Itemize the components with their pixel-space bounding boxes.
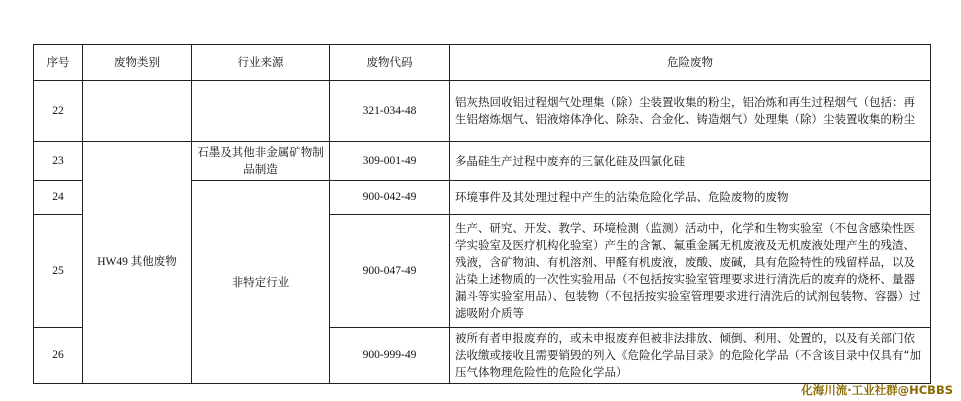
header-code: 废物代码 — [330, 45, 450, 81]
header-category: 废物类别 — [83, 45, 192, 81]
row-hazard: 生产、研究、开发、教学、环境检测（监测）活动中，化学和生物实验室（不包含感染性医学实验室及医疗机构化验室）产生的含氰、氟重金属无机废液及无机废液处理产生的残渣、残液，含矿物油、有机溶剂、甲醛有机废液，废酸、废碱，具有危险特性的残留样品，以及沾染上述物质的一次性实验用品（不包括按实验室管理要求进行清洗后的废弃的烧杯、量器漏斗等实验室用品）、包装物（不包括按实验室管理要求进行清洗后的试剂包装物、容器）过滤吸附介质等 — [450, 215, 931, 328]
row-code: 900-047-49 — [330, 215, 450, 328]
table-row — [34, 81, 931, 142]
row-code: 900-999-49 — [330, 328, 450, 384]
row-seq: 22 — [34, 81, 83, 142]
watermark-text: 化海川流·工业社群@HCBBS — [801, 383, 953, 397]
table-header-row — [34, 45, 931, 81]
category-hw49-cell: HW49 其他废物 — [83, 142, 192, 384]
row-hazard: 铝灰热回收铝过程烟气处理集（除）尘装置收集的粉尘，铝冶炼和再生过程烟气（包括：再生铝熔炼烟气、铝液熔体净化、除杂、合金化、铸造烟气）处理集（除）尘装置收集的粉尘 — [450, 81, 931, 142]
row-code: 900-042-49 — [330, 181, 450, 215]
row-seq: 23 — [34, 142, 83, 181]
row-code: 321-034-48 — [330, 81, 450, 142]
row-hazard: 多晶硅生产过程中废弃的三氯化硅及四氯化硅 — [450, 142, 931, 181]
row-industry-empty — [192, 81, 330, 142]
row-hazard: 被所有者申报废弃的，或未申报废弃但被非法排放、倾倒、利用、处置的，以及有关部门依法收缴或接收且需要销毁的列入《危险化学品目录》的危险化学品（不含该目录中仅具有“加压气体物理危险性的危险化学品） — [450, 328, 931, 384]
table-row — [34, 142, 931, 181]
row-industry: 石墨及其他非金属矿物制品制造 — [192, 142, 330, 181]
row-seq: 25 — [34, 215, 83, 328]
industry-nonspecific-cell: 非特定行业 — [192, 181, 330, 384]
row-code: 309-001-49 — [330, 142, 450, 181]
hazardous-waste-table — [33, 44, 931, 384]
header-hazard: 危险废物 — [450, 45, 931, 81]
header-industry: 行业来源 — [192, 45, 330, 81]
row-seq: 26 — [34, 328, 83, 384]
header-seq: 序号 — [34, 45, 83, 81]
row-seq: 24 — [34, 181, 83, 215]
row-category-empty — [83, 81, 192, 142]
row-hazard: 环境事件及其处理过程中产生的沾染危险化学品、危险废物的废物 — [450, 181, 931, 215]
